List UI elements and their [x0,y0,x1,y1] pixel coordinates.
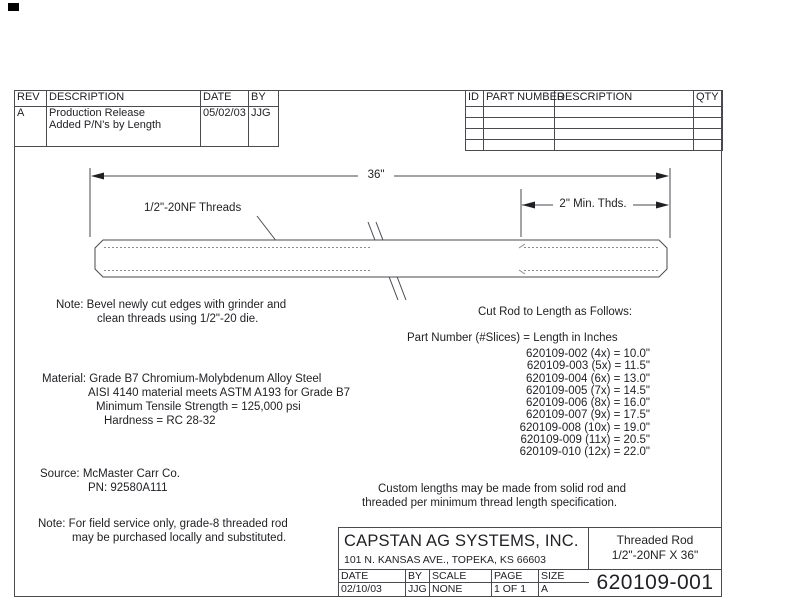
drawing-part-number: 620109-001 [596,571,714,594]
date-header: DATE [201,91,249,107]
field-scale-value: NONE [432,583,463,595]
field-scale [430,570,492,596]
field-size [539,570,589,596]
field-page [492,570,539,596]
parts-description-header: DESCRIPTION [555,91,694,107]
company-box [339,528,589,570]
id-header: ID [466,91,484,107]
rev-description-line2: Added P/N's by Length [49,119,162,131]
field-date [339,570,406,596]
source-note-line1: Source: McMaster Carr Co. [40,468,180,480]
custom-lengths-line1: Custom lengths may be made from solid rod and [378,483,627,495]
field-page-label: PAGE [492,570,538,583]
cut-list-item: 620109-006 (8x) = 16.0" [526,397,650,410]
rev-date: 05/02/03 [201,107,249,147]
rev-by: JJG [249,107,279,147]
cut-list-item: 620109-007 (9x) = 17.5" [526,409,650,422]
material-note-line4: Hardness = RC 28-32 [104,415,216,427]
parts-empty-row [466,140,723,151]
material-note-line2: AISI 4140 material meets ASTM A193 for Grade B7 [88,387,351,399]
drawing-title-line2: 1/2"-20NF X 36" [611,548,699,562]
field-date-label: DATE [339,570,405,583]
company-name: CAPSTAN AG SYSTEMS, INC. [344,532,579,550]
description-header: DESCRIPTION [47,91,201,107]
title-block-fields [339,570,589,596]
cut-list-item: 620109-010 (12x) = 22.0" [519,446,650,459]
min-threads-dimension: 2" Min. Thds. [559,198,627,210]
revision-table [14,90,279,147]
parts-empty-row [466,118,723,129]
material-note-line3: Minimum Tensile Strength = 125,000 psi [96,401,301,413]
bevel-note-line1: Note: Bevel newly cut edges with grinder and [56,299,287,311]
cut-list-item: 620109-004 (6x) = 13.0" [526,372,650,385]
rev-description-line1: Production Release [49,107,146,119]
field-size-value: A [541,583,549,595]
overall-length-dimension: 36" [367,169,385,181]
parts-table [465,90,723,151]
cut-list-item: 620109-003 (5x) = 11.5" [526,360,650,373]
cut-list-header: Cut Rod to Length as Follows: [478,306,633,318]
cut-list-item: 620109-002 (4x) = 10.0" [526,348,650,360]
field-scale-label: SCALE [430,570,491,583]
title-block [338,527,722,597]
rod-outline [95,240,667,277]
drawing-title-box [589,528,721,570]
cut-list-subheader: Part Number (#Slices) = Length in Inches [407,332,618,344]
thread-spec-label: 1/2"-20NF Threads [144,202,242,214]
field-by-value: JJG [408,583,427,595]
dimension-lines [90,168,670,300]
rev-header: REV [15,91,47,107]
parts-empty-row [466,107,723,118]
cut-list-items [400,348,650,459]
part-number-header: PART NUMBER [484,91,555,107]
source-note-line2: PN: 92580A111 [88,482,168,494]
parts-empty-row [466,129,723,140]
field-by [406,570,430,596]
company-address: 101 N. KANSAS AVE., TOPEKA, KS 66603 [344,554,546,566]
bevel-note-line2: clean threads using 1/2"-20 die. [97,313,259,325]
custom-lengths-line2: threaded per minimum thread length specification. [362,497,618,509]
cut-list-item: 620109-005 (7x) = 14.5" [526,384,650,397]
field-page-value: 1 OF 1 [494,583,527,595]
field-size-label: SIZE [539,570,589,583]
drawing-title-line1: Threaded Rod [616,533,694,547]
rev-value: A [15,107,47,147]
cut-list-item: 620109-009 (11x) = 20.5" [520,434,650,447]
field-service-line1: Note: For field service only, grade-8 threaded rod [38,518,288,530]
revision-row [15,107,279,147]
field-date-value: 02/10/03 [341,583,382,595]
field-service-line2: may be purchased locally and substituted. [72,532,287,544]
cut-list-item: 620109-008 (10x) = 19.0" [519,421,650,434]
rev-description [47,107,201,147]
material-note-line1: Material: Grade B7 Chromium-Molybdenum Alloy Steel [42,373,322,385]
by-header: BY [249,91,279,107]
qty-header: QTY [694,91,723,107]
field-by-label: BY [406,570,429,583]
